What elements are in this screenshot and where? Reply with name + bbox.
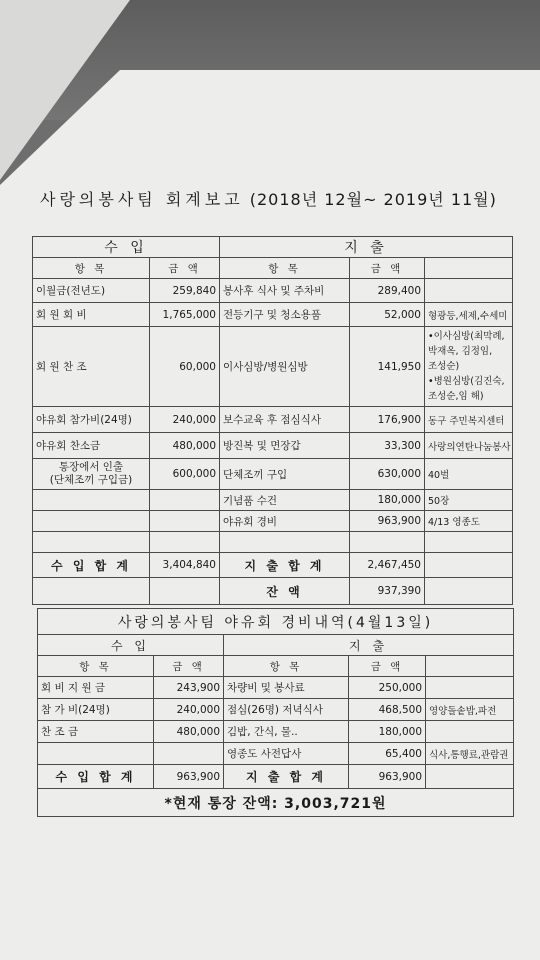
annual-report-table bbox=[32, 236, 513, 605]
expense-amount: 630,000 bbox=[350, 459, 425, 490]
expense-note bbox=[425, 327, 513, 407]
empty-cell bbox=[425, 553, 513, 578]
income-item: 야유회 찬소금 bbox=[33, 433, 150, 459]
empty-cell bbox=[38, 743, 154, 765]
expense-item: 이사심방/병원심방 bbox=[220, 327, 350, 407]
income-item-line: (단체조끼 구입금) bbox=[49, 474, 133, 486]
expense-note: 40벌 bbox=[425, 459, 513, 490]
empty-cell bbox=[150, 511, 220, 532]
expense-note: 영양돌솥밥,파전 bbox=[426, 699, 514, 721]
expense-total: 963,900 bbox=[349, 765, 426, 789]
expense-item-col: 항 목 bbox=[224, 656, 349, 677]
expense-amount: 250,000 bbox=[349, 677, 426, 699]
income-item: 회 원 회 비 bbox=[33, 303, 150, 327]
expense-note: 동구 주민복지센터 bbox=[425, 407, 513, 433]
income-item: 회 비 지 원 금 bbox=[38, 677, 154, 699]
expense-amount: 180,000 bbox=[349, 721, 426, 743]
income-item-col: 항 목 bbox=[33, 258, 150, 279]
expense-total-label: 지 출 합 계 bbox=[224, 765, 349, 789]
expense-note: 4/13 영종도 bbox=[425, 511, 513, 532]
expense-item-col: 항 목 bbox=[220, 258, 350, 279]
table-row bbox=[33, 279, 513, 303]
expense-total: 2,467,450 bbox=[350, 553, 425, 578]
expense-note bbox=[425, 279, 513, 303]
balance-label: 잔 액 bbox=[220, 578, 350, 605]
income-header: 수 입 bbox=[38, 635, 224, 656]
empty-cell bbox=[426, 765, 514, 789]
income-amount: 259,840 bbox=[150, 279, 220, 303]
expense-note bbox=[426, 721, 514, 743]
balance-row bbox=[33, 578, 513, 605]
empty-cell bbox=[33, 490, 150, 511]
report-title bbox=[40, 187, 510, 210]
income-amount: 1,765,000 bbox=[150, 303, 220, 327]
empty-cell bbox=[425, 532, 513, 553]
table-row bbox=[33, 459, 513, 490]
income-total-label: 수 입 합 계 bbox=[33, 553, 150, 578]
table-row bbox=[33, 407, 513, 433]
income-total-label: 수 입 합 계 bbox=[38, 765, 154, 789]
income-item: 야유회 참가비(24명) bbox=[33, 407, 150, 433]
income-total: 3,404,840 bbox=[150, 553, 220, 578]
picnic-expense-table bbox=[37, 608, 514, 817]
expense-amount: 180,000 bbox=[350, 490, 425, 511]
empty-cell bbox=[154, 743, 224, 765]
income-amount: 243,900 bbox=[154, 677, 224, 699]
income-item: 찬 조 금 bbox=[38, 721, 154, 743]
note-line: 조성순) bbox=[428, 361, 460, 372]
income-item: 참 가 비(24명) bbox=[38, 699, 154, 721]
expense-amount: 963,900 bbox=[350, 511, 425, 532]
empty-cell bbox=[33, 532, 150, 553]
table-row bbox=[38, 721, 514, 743]
current-balance-row bbox=[38, 789, 514, 817]
expense-note: 식사,통행료,관람권 bbox=[426, 743, 514, 765]
current-balance: *현재 통장 잔액: 3,003,721원 bbox=[38, 789, 514, 817]
empty-cell bbox=[220, 532, 350, 553]
note-line: •이사심방(최막례, bbox=[428, 331, 505, 342]
expense-item: 영종도 사전답사 bbox=[224, 743, 349, 765]
expense-item: 차량비 및 봉사료 bbox=[224, 677, 349, 699]
expense-note: 50장 bbox=[425, 490, 513, 511]
income-item bbox=[33, 459, 150, 490]
expense-note: 형광등,세제,수세미 bbox=[425, 303, 513, 327]
expense-item: 김밥, 간식, 물.. bbox=[224, 721, 349, 743]
note-line: 조성순,임 해) bbox=[428, 391, 484, 402]
table-row bbox=[38, 743, 514, 765]
note-line: 박재옥, 김정임, bbox=[428, 346, 493, 357]
expense-item: 야유회 경비 bbox=[220, 511, 350, 532]
expense-header: 지 출 bbox=[224, 635, 514, 656]
note-col bbox=[425, 258, 513, 279]
expense-amount: 176,900 bbox=[350, 407, 425, 433]
balance-amount: 937,390 bbox=[350, 578, 425, 605]
income-item-col: 항 목 bbox=[38, 656, 154, 677]
table-row bbox=[33, 532, 513, 553]
income-amount: 60,000 bbox=[150, 327, 220, 407]
table-row bbox=[38, 699, 514, 721]
income-item-line: 통장에서 인출 bbox=[58, 461, 124, 473]
empty-cell bbox=[150, 532, 220, 553]
picnic-table-title: 사랑의봉사팀 야유회 경비내역(4월13일) bbox=[38, 609, 514, 635]
expense-item: 전등기구 및 청소용품 bbox=[220, 303, 350, 327]
expense-amount: 33,300 bbox=[350, 433, 425, 459]
report-title-period: (2018년 12월~ 2019년 11월) bbox=[249, 190, 497, 209]
income-amount-col: 금 액 bbox=[150, 258, 220, 279]
expense-note: 사랑의연탄나눔봉사 bbox=[425, 433, 513, 459]
expense-amount-col: 금 액 bbox=[350, 258, 425, 279]
totals-row bbox=[33, 553, 513, 578]
expense-item: 점심(26명) 저녁식사 bbox=[224, 699, 349, 721]
empty-cell bbox=[33, 511, 150, 532]
expense-item: 보수교육 후 점심식사 bbox=[220, 407, 350, 433]
expense-amount: 141,950 bbox=[350, 327, 425, 407]
income-total: 963,900 bbox=[154, 765, 224, 789]
empty-cell bbox=[150, 578, 220, 605]
income-item: 회 원 찬 조 bbox=[33, 327, 150, 407]
income-amount-col: 금 액 bbox=[154, 656, 224, 677]
expense-item: 방진복 및 면장갑 bbox=[220, 433, 350, 459]
income-amount: 240,000 bbox=[150, 407, 220, 433]
income-amount: 240,000 bbox=[154, 699, 224, 721]
expense-note bbox=[426, 677, 514, 699]
income-amount: 480,000 bbox=[154, 721, 224, 743]
totals-row bbox=[38, 765, 514, 789]
table-row bbox=[38, 677, 514, 699]
table-row bbox=[33, 327, 513, 407]
expense-item: 기념품 수건 bbox=[220, 490, 350, 511]
table-row bbox=[33, 511, 513, 532]
table-row bbox=[33, 490, 513, 511]
table-row bbox=[33, 303, 513, 327]
empty-cell bbox=[350, 532, 425, 553]
expense-amount: 289,400 bbox=[350, 279, 425, 303]
report-title-main: 사랑의봉사팀 회계보고 bbox=[40, 190, 244, 209]
expense-header: 지 출 bbox=[220, 237, 513, 258]
income-header: 수 입 bbox=[33, 237, 220, 258]
expense-amount-col: 금 액 bbox=[349, 656, 426, 677]
income-amount: 600,000 bbox=[150, 459, 220, 490]
empty-cell bbox=[425, 578, 513, 605]
empty-cell bbox=[33, 578, 150, 605]
income-item: 이월금(전년도) bbox=[33, 279, 150, 303]
note-col bbox=[426, 656, 514, 677]
expense-total-label: 지 출 합 계 bbox=[220, 553, 350, 578]
expense-amount: 52,000 bbox=[350, 303, 425, 327]
table-row bbox=[33, 433, 513, 459]
empty-cell bbox=[150, 490, 220, 511]
expense-item: 단체조끼 구입 bbox=[220, 459, 350, 490]
income-amount: 480,000 bbox=[150, 433, 220, 459]
note-line: •병원심방(김진숙, bbox=[428, 376, 505, 387]
expense-item: 봉사후 식사 및 주차비 bbox=[220, 279, 350, 303]
expense-amount: 65,400 bbox=[349, 743, 426, 765]
expense-amount: 468,500 bbox=[349, 699, 426, 721]
